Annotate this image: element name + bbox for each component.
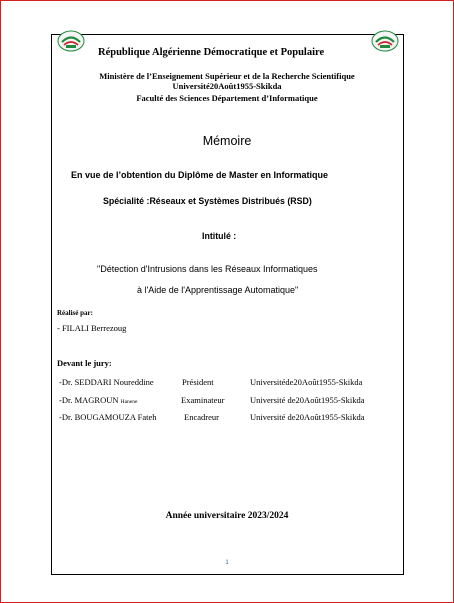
jury-member-firstname: Hanene (120, 399, 138, 405)
jury-member-name (59, 395, 137, 405)
jury-member-institution: Université de20Août1955-Skikda (250, 412, 365, 422)
university-heading: Université20Août1955-Skikda (172, 81, 282, 91)
university-logo-icon (371, 30, 399, 52)
republic-heading: République Algérienne Démocratique et Populaire (98, 47, 325, 58)
jury-member-role: Examinateur (181, 395, 225, 405)
academic-year: Année universitaire 2023/2024 (165, 511, 289, 521)
jury-label: Devant le jury: (57, 358, 112, 368)
speciality: Spécialité :Réseaux et Systèmes Distribués (RSD) (103, 196, 312, 206)
thesis-title-line-2: à l'Aide de l'Apprentissage Automatique" (137, 285, 299, 295)
jury-member-role: Président (182, 377, 214, 387)
jury-member-institution: Université de20Août1955-Skikda (250, 395, 365, 405)
page-title: Mémoire (202, 134, 252, 148)
jury-member-surname: -Dr. MAGROUN (59, 395, 119, 405)
jury-member-role: Encadreur (184, 412, 219, 422)
cover-border (51, 34, 404, 575)
university-logo-icon (57, 30, 85, 52)
author-label: Réalisé par: (57, 309, 93, 317)
degree-purpose: En vue de l’obtention du Diplôme de Master en Informatique (71, 170, 329, 180)
ministry-heading: Ministère de l’Enseignement Supérieur et de la Recherche Scientifique (99, 71, 355, 81)
author-name: - FILALI Berrezoug (57, 323, 127, 333)
jury-member-name: -Dr. SEDDARI Noureddine (59, 377, 154, 387)
jury-member-institution: Universitéde20Août1955-Skikda (250, 377, 363, 387)
page-number: 1 (225, 560, 229, 566)
intitule-label: Intitulé : (202, 231, 237, 241)
faculty-heading: Faculté des Sciences Département d’Informatique (136, 93, 318, 103)
thesis-title-line-1: "Détection d'Intrusions dans les Réseaux Informatiques (97, 264, 318, 274)
jury-member-name: -Dr. BOUGAMOUZA Fateh (59, 412, 157, 422)
